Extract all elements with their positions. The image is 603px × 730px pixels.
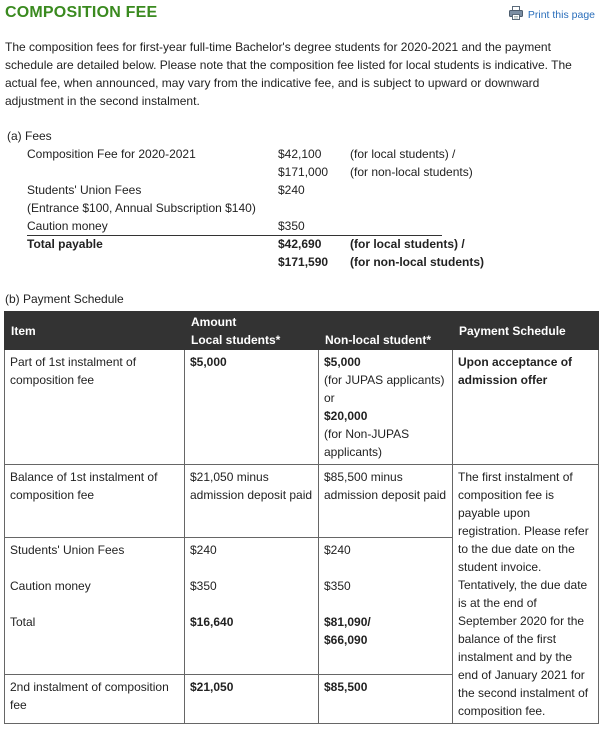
- fee-row: [0, 217, 603, 235]
- table-row: [5, 350, 599, 465]
- cell-nonlocal: $85,500 minus admission deposit paid: [319, 465, 453, 538]
- schedule-section-title: (b) Payment Schedule: [5, 292, 124, 306]
- fees-section-title: (a) Fees: [7, 129, 52, 143]
- total-note-local: (for local students) /: [350, 237, 465, 251]
- print-link[interactable]: [509, 6, 595, 23]
- fee-row: [0, 145, 603, 163]
- fee-row: [0, 181, 603, 199]
- fees-list: [0, 145, 603, 271]
- printer-icon: [509, 6, 523, 23]
- nonlocal-note-nonjupas: (for Non-JUPAS applicants): [324, 427, 410, 459]
- fee-total-row: [0, 235, 603, 253]
- cell-item: Total: [5, 610, 185, 675]
- fee-amount: $350: [278, 219, 305, 233]
- cell-local: $21,050 minus admission deposit paid: [185, 465, 319, 538]
- nonlocal-total-a: $81,090/: [324, 615, 371, 630]
- cell-payment: Upon acceptance of admission offer: [453, 350, 599, 465]
- fee-label: Composition Fee for 2020-2021: [27, 147, 196, 161]
- table-row: [5, 465, 599, 538]
- cell-item: Part of 1st instalment of composition fee: [5, 350, 185, 465]
- payment-schedule-table: [4, 311, 599, 724]
- fee-total-row: [0, 253, 603, 271]
- intro-paragraph: The composition fees for first-year full-time Bachelor's degree students for 2020-2021 and the payment schedule are detailed below. Please note that the composition fee listed for local students is indicative. The actual fee, when announced, may vary from the indicative fee, and is subject to upward or downward adjustment in the second instalment.: [5, 40, 572, 108]
- cell-local: $5,000: [185, 350, 319, 465]
- cell-nonlocal: $240: [319, 537, 453, 573]
- cell-item: Balance of 1st instalment of composition fee: [5, 465, 185, 538]
- fee-label: Students' Union Fees: [27, 183, 142, 197]
- cell-nonlocal: [319, 350, 453, 465]
- fee-amount: $42,100: [278, 147, 322, 161]
- cell-local: $350: [185, 574, 319, 610]
- fee-label: Caution money: [27, 219, 108, 233]
- total-note-nonlocal: (for non-local students): [350, 255, 484, 269]
- total-label: Total payable: [27, 237, 103, 251]
- fee-amount: $171,000: [278, 165, 329, 179]
- cell-local: $16,640: [185, 610, 319, 675]
- cell-nonlocal: $350: [319, 574, 453, 610]
- total-amount-nonlocal: $171,590: [278, 255, 329, 269]
- cell-item: Caution money: [5, 574, 185, 610]
- nonlocal-total-b: $66,090: [324, 633, 368, 648]
- nonlocal-amount-nonjupas: $20,000: [324, 409, 368, 423]
- nonlocal-note-jupas: (for JUPAS applicants): [324, 373, 445, 387]
- fee-amount: $240: [278, 183, 305, 197]
- nonlocal-amount-jupas: $5,000: [324, 355, 361, 369]
- cell-local: $21,050: [185, 675, 319, 724]
- header-payment: Payment Schedule: [453, 312, 599, 350]
- cell-nonlocal: [319, 610, 453, 675]
- cell-item: Students' Union Fees: [5, 537, 185, 573]
- fee-row: [0, 199, 603, 217]
- fee-row: [0, 163, 603, 181]
- header-amount: Amount: [191, 314, 237, 329]
- header-nonlocal: Non-local student*: [319, 312, 453, 350]
- total-amount-local: $42,690: [278, 237, 322, 251]
- cell-payment-note: The first instalment of composition fee is payable upon registration. Please refer to the due date on the student invoice. Tentatively, the due date is at the end of September 2020 for the balance of the first instalment and by the end of January 2021 for the second instalment of composition fee.: [453, 465, 599, 724]
- header-local: [185, 312, 319, 350]
- cell-item: 2nd instalment of composition fee: [5, 675, 185, 724]
- print-link-label[interactable]: Print this page: [527, 8, 595, 21]
- fee-label: (Entrance $100, Annual Subscription $140): [27, 201, 256, 215]
- fee-note: (for non-local students): [350, 165, 473, 179]
- header-item: Item: [5, 312, 185, 350]
- cell-local: $240: [185, 537, 319, 573]
- cell-nonlocal: $85,500: [319, 675, 453, 724]
- nonlocal-or: or: [324, 391, 335, 405]
- header-local-label: Local students*: [191, 332, 281, 347]
- page-title: COMPOSITION FEE: [5, 4, 158, 21]
- fee-note: (for local students) /: [350, 147, 456, 161]
- table-header-row: [5, 312, 599, 350]
